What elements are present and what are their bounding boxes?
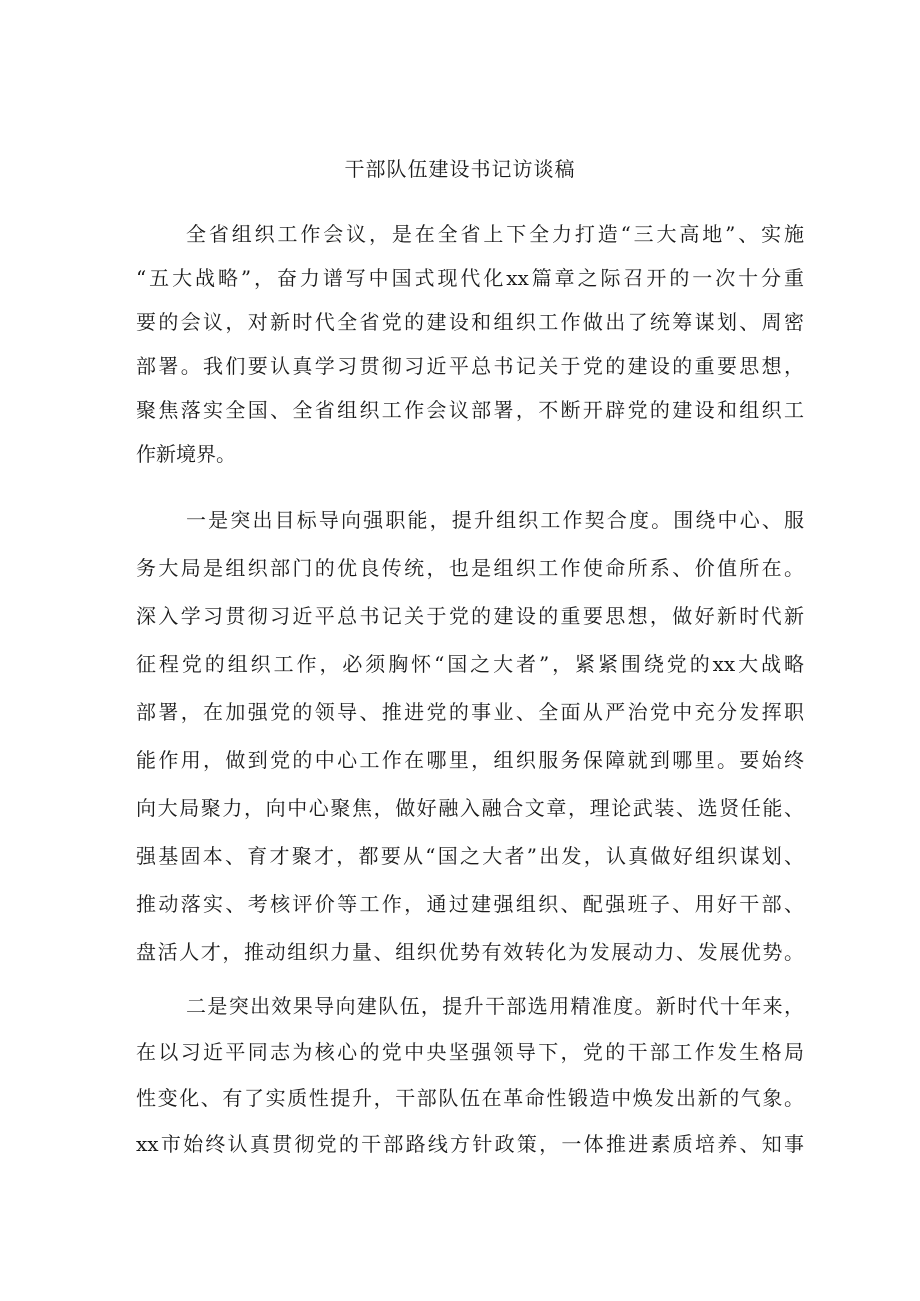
paragraph-2-line-1: 一是突出目标导向强职能，提升组织工作契合度。围绕中心、服 [186,508,804,532]
paragraph-3-line-4: xx市始终认真贯彻党的干部路线方针政策，一体推进素质培养、知事 [136,1132,804,1156]
paragraph-2-line-8: 强基固本、育才聚才，都要从“国之大者”出发，认真做好组织谋划、 [136,844,804,868]
paragraph-2-line-2: 务大局是组织部门的优良传统，也是组织工作使命所系、价值所在。 [136,556,804,580]
paragraph-1-line-2: “五大战略”，奋力谱写中国式现代化xx篇章之际召开的一次十分重 [136,266,804,290]
paragraph-1-line-6: 作新境界。 [136,442,236,466]
document-title: 干部队伍建设书记访谈稿 [344,157,576,181]
paragraph-2-line-10: 盘活人才，推动组织力量、组织优势有效转化为发展动力、发展优势。 [136,940,804,964]
paragraph-1-line-4: 部署。我们要认真学习贯彻习近平总书记关于党的建设的重要思想， [136,354,804,378]
paragraph-1-line-3: 要的会议，对新时代全省党的建设和组织工作做出了统筹谋划、周密 [136,310,804,334]
paragraph-2-line-7: 向大局聚力，向中心聚焦，做好融入融合文章，理论武装、选贤任能、 [136,796,804,820]
paragraph-2-line-5: 部署，在加强党的领导、推进党的事业、全面从严治党中充分发挥职 [136,700,804,724]
paragraph-2-line-4: 征程党的组织工作，必须胸怀“国之大者”，紧紧围绕党的xx大战略 [136,652,804,676]
paragraph-3-line-2: 在以习近平同志为核心的党中央坚强领导下，党的干部工作发生格局 [136,1040,804,1064]
paragraph-2-line-3: 深入学习贯彻习近平总书记关于党的建设的重要思想，做好新时代新 [136,604,804,628]
paragraph-3-line-1: 二是突出效果导向建队伍，提升干部选用精准度。新时代十年来， [186,994,804,1018]
paragraph-1-line-1: 全省组织工作会议，是在全省上下全力打造“三大高地”、实施 [186,222,804,246]
paragraph-1-line-5: 聚焦落实全国、全省组织工作会议部署，不断开辟党的建设和组织工 [136,398,804,422]
paragraph-3-line-3: 性变化、有了实质性提升，干部队伍在革命性锻造中焕发出新的气象。 [136,1086,804,1110]
paragraph-2-line-9: 推动落实、考核评价等工作，通过建强组织、配强班子、用好干部、 [136,892,804,916]
paragraph-2-line-6: 能作用，做到党的中心工作在哪里，组织服务保障就到哪里。要始终 [136,748,804,772]
